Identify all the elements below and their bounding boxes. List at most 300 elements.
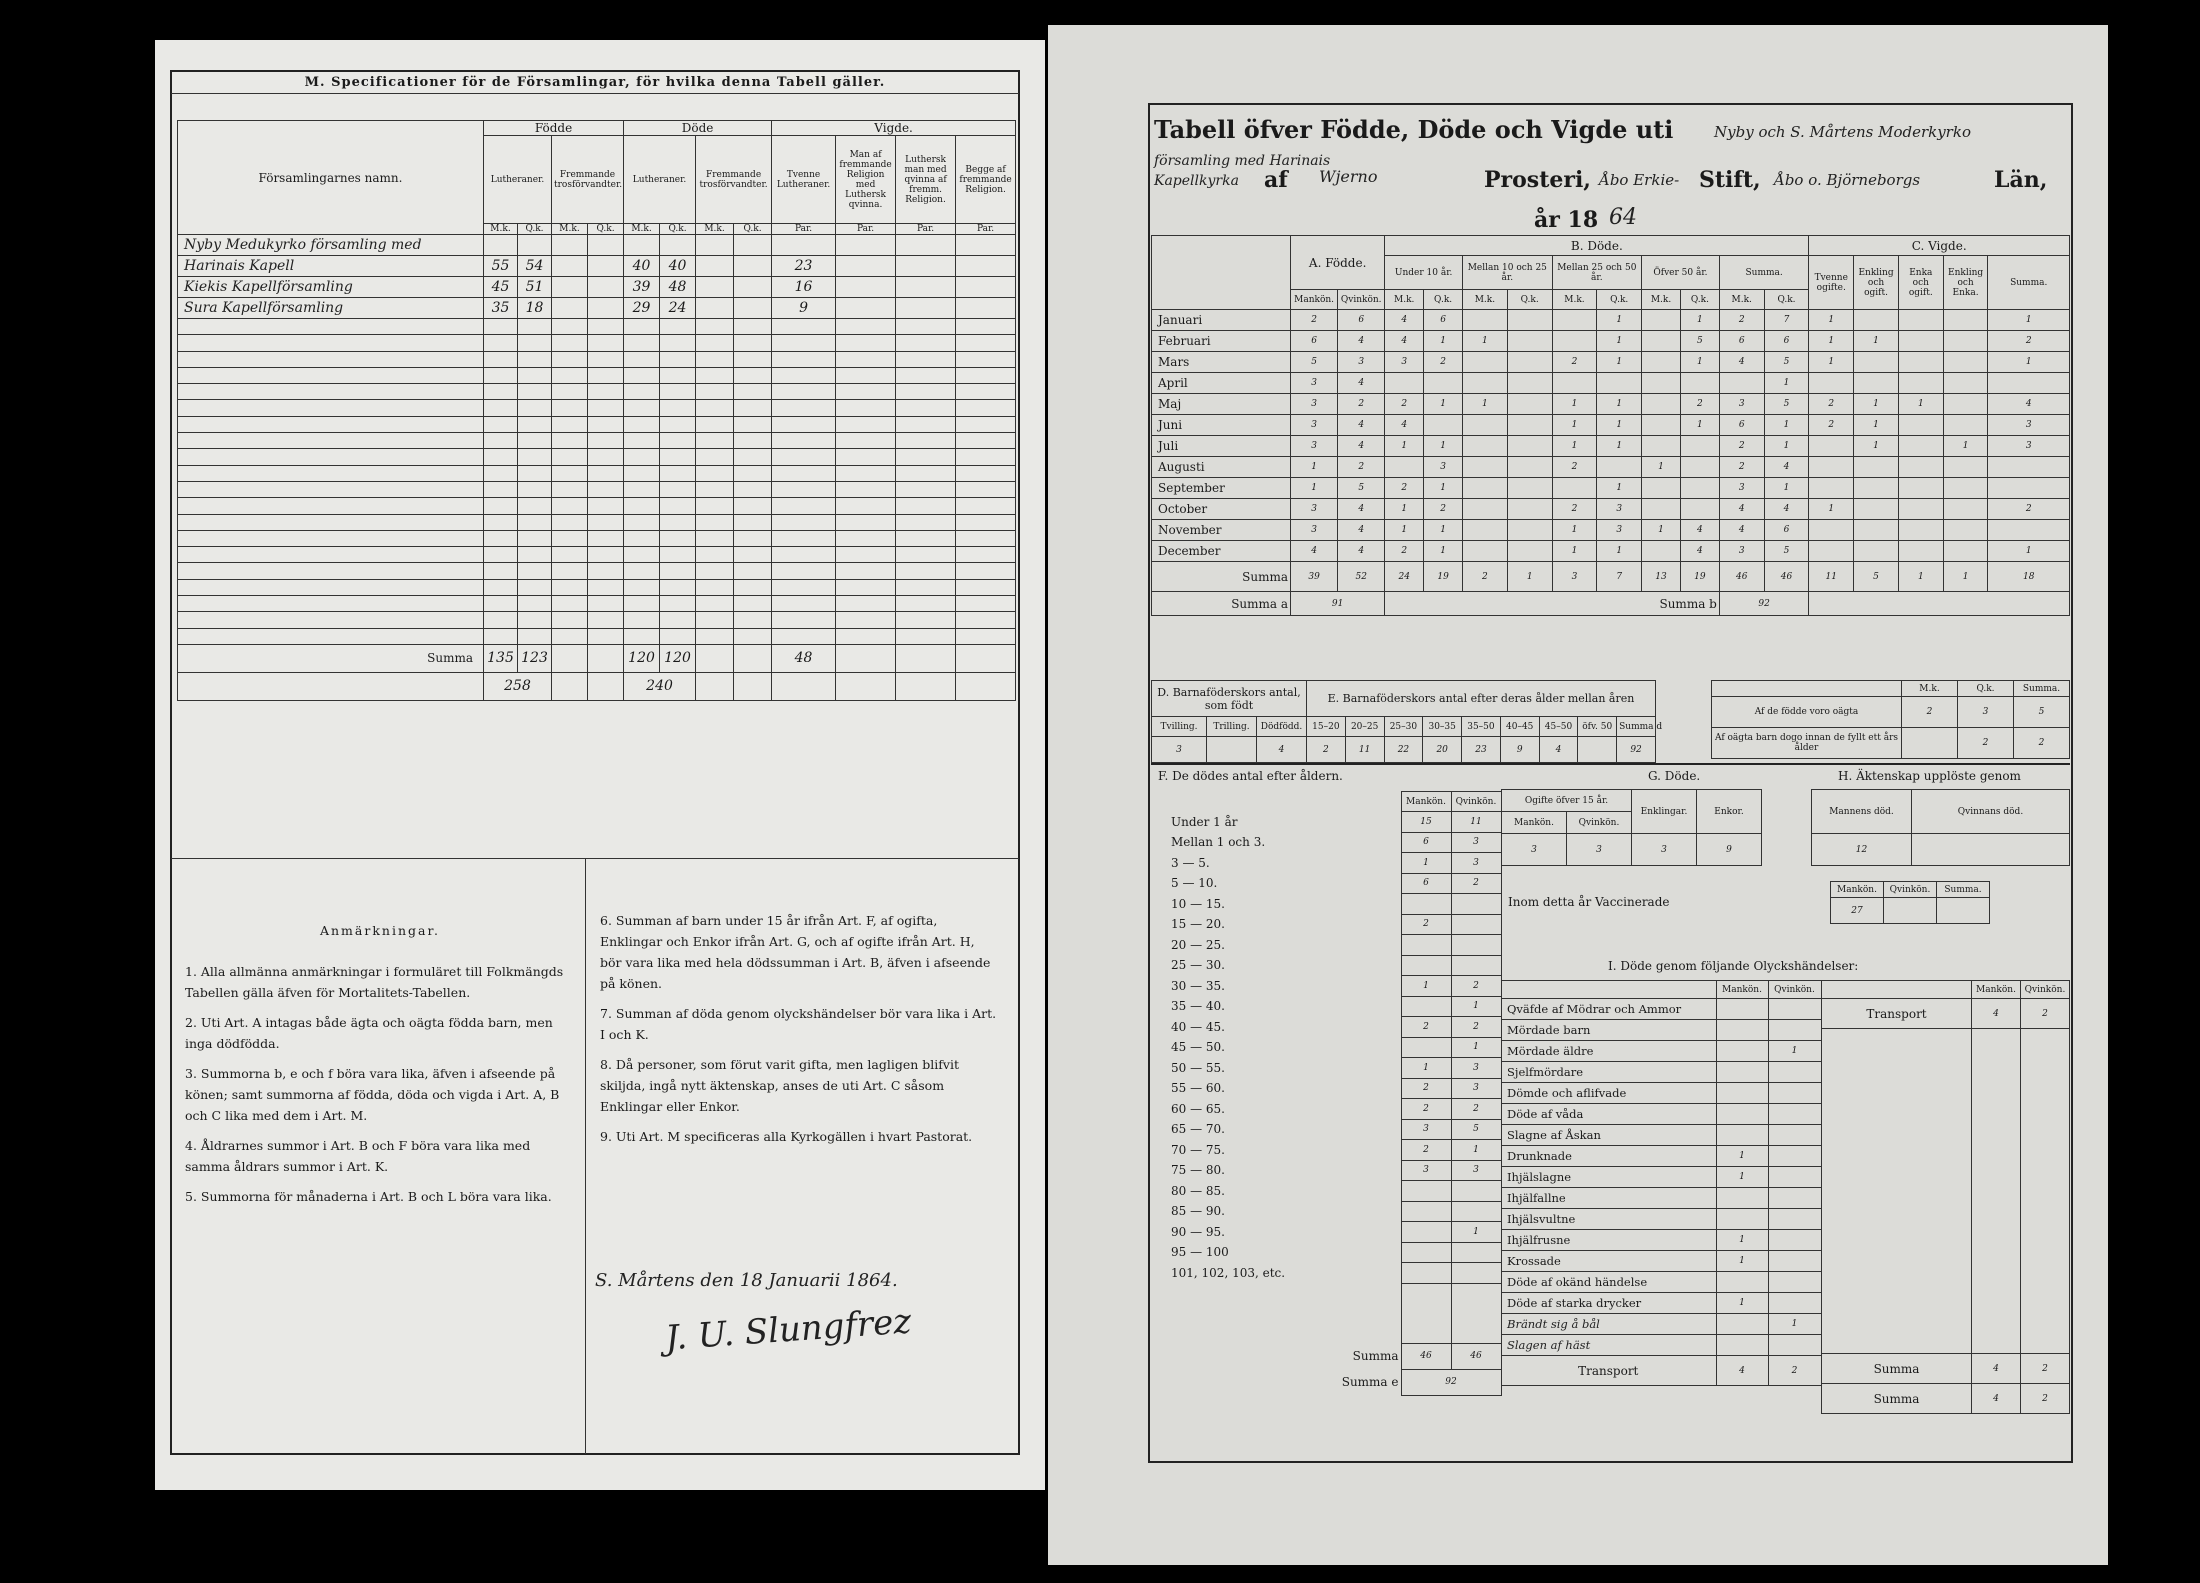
i-q bbox=[1768, 1167, 1821, 1188]
month-cell: 1 bbox=[1809, 331, 1854, 352]
month-cell bbox=[1680, 436, 1719, 457]
i-row bbox=[1501, 1293, 1821, 1314]
m-row-empty bbox=[178, 612, 1016, 628]
i-transport-m: 4 bbox=[1716, 1356, 1768, 1386]
i2-summa2-label: Summa bbox=[1822, 1384, 1972, 1414]
f-m: 3 bbox=[1401, 1119, 1451, 1140]
f-q bbox=[1451, 1181, 1501, 1202]
m-row-empty bbox=[178, 465, 1016, 481]
f-q bbox=[1451, 1242, 1501, 1263]
f-age: 5 — 10. bbox=[1171, 876, 1218, 891]
i-q bbox=[1768, 1146, 1821, 1167]
e-col: 30–35 bbox=[1423, 717, 1462, 737]
f-age: 90 — 95. bbox=[1171, 1224, 1225, 1239]
f-m bbox=[1401, 1242, 1451, 1263]
month-cell bbox=[1898, 541, 1943, 562]
hdr-mk: M.k. bbox=[1385, 290, 1424, 310]
month-cell: 5 bbox=[1764, 352, 1809, 373]
month-cell bbox=[1943, 520, 1988, 541]
month-cell: 2 bbox=[1385, 478, 1424, 499]
hdr-qk: Q.k. bbox=[1424, 290, 1463, 310]
month-cell bbox=[1809, 373, 1854, 394]
month-row bbox=[1152, 478, 2070, 499]
i-row bbox=[1501, 1125, 1821, 1146]
oagta-hdr-mk: M.k. bbox=[1902, 681, 1958, 697]
f-q: 1 bbox=[1451, 1140, 1501, 1161]
e-val: 92 bbox=[1617, 737, 1656, 763]
month-cell bbox=[1854, 373, 1899, 394]
hdr-mk: M.k. bbox=[552, 224, 588, 235]
vacc-table bbox=[1830, 881, 1990, 924]
hdr-enka-ogift: Enka och ogift. bbox=[1898, 256, 1943, 310]
hdr-qvinkon: Qvinkön. bbox=[1338, 290, 1385, 310]
month-cell: 4 bbox=[1338, 541, 1385, 562]
summa-cell: 52 bbox=[1338, 562, 1385, 592]
f-row bbox=[1151, 914, 1501, 935]
month-cell bbox=[1642, 541, 1681, 562]
month-cell bbox=[1719, 373, 1764, 394]
title-hw1: Nyby och S. Mårtens Moderkyrko bbox=[1714, 123, 1971, 141]
summa-cell: 7 bbox=[1597, 562, 1642, 592]
month-cell: 1 bbox=[1597, 415, 1642, 436]
i-label: Ihjälfallne bbox=[1501, 1188, 1716, 1209]
i-transport-q: 2 bbox=[1768, 1356, 1821, 1386]
m-cell-qk bbox=[518, 235, 552, 256]
month-cell bbox=[1642, 436, 1681, 457]
i-m bbox=[1716, 1062, 1768, 1083]
month-cell: 2 bbox=[1385, 541, 1424, 562]
vacc-hdr-q: Qvinkön. bbox=[1884, 882, 1937, 898]
summa-b-label: Summa b bbox=[1385, 592, 1720, 616]
col-dode: Döde bbox=[624, 121, 772, 136]
month-cell bbox=[1898, 310, 1943, 331]
month-row bbox=[1152, 541, 2070, 562]
title-block bbox=[1154, 115, 2069, 255]
remarks-divider bbox=[171, 858, 1019, 859]
month-cell bbox=[1809, 520, 1854, 541]
right-page bbox=[1048, 25, 2108, 1565]
month-cell: 4 bbox=[1338, 436, 1385, 457]
month-cell bbox=[1988, 520, 2070, 541]
month-cell: 4 bbox=[1719, 520, 1764, 541]
month-cell bbox=[1507, 373, 1552, 394]
f-row bbox=[1151, 955, 1501, 976]
m-row-empty bbox=[178, 579, 1016, 595]
hdr-par: Par. bbox=[836, 224, 896, 235]
f-age: 60 — 65. bbox=[1171, 1101, 1225, 1116]
i2-hdr-q: Qvinkön. bbox=[2021, 981, 2070, 999]
m-cell-dqk: 40 bbox=[660, 256, 696, 277]
summa-a-label: Summa a bbox=[1152, 592, 1291, 616]
de-table bbox=[1151, 680, 1711, 763]
i-transport-label: Transport bbox=[1501, 1356, 1716, 1386]
month-cell: 1 bbox=[1680, 310, 1719, 331]
month-cell bbox=[1507, 394, 1552, 415]
summa-cell: 1 bbox=[1943, 562, 1988, 592]
month-cell: 1 bbox=[1854, 394, 1899, 415]
month-cell: 1 bbox=[1809, 499, 1854, 520]
remark-item: 7. Summan af döda genom olyckshändelser bör vara lika i Art. I och K. bbox=[600, 1006, 997, 1042]
i-m bbox=[1716, 1104, 1768, 1125]
title-hw2: församling med Harinais bbox=[1154, 153, 1331, 169]
e-val: 4 bbox=[1539, 737, 1578, 763]
e-title: E. Barnaföderskors antal efter deras ålder mellan åren bbox=[1307, 681, 1656, 717]
e-col: Summa d bbox=[1617, 717, 1656, 737]
i-row bbox=[1501, 1209, 1821, 1230]
month-cell bbox=[1463, 520, 1508, 541]
month-cell bbox=[1943, 394, 1988, 415]
f-summa-m: 46 bbox=[1401, 1343, 1451, 1369]
i-row bbox=[1501, 1251, 1821, 1272]
month-cell bbox=[1463, 541, 1508, 562]
m-title: M. Specificationer för de Församlingar, för hvilka denna Tabell gäller. bbox=[171, 72, 1019, 94]
hdr-a: A. Födde. bbox=[1291, 236, 1385, 290]
oagta-hdr-qk: Q.k. bbox=[1958, 681, 2014, 697]
oagta-mk bbox=[1902, 728, 1958, 759]
f-row bbox=[1151, 976, 1501, 997]
f-age: 10 — 15. bbox=[1171, 896, 1225, 911]
f-q: 11 bbox=[1451, 812, 1501, 833]
col-begge: Begge af fremmande Religion. bbox=[956, 136, 1016, 224]
f-row bbox=[1151, 853, 1501, 874]
f-age: 50 — 55. bbox=[1171, 1060, 1225, 1075]
month-cell bbox=[1507, 436, 1552, 457]
hdr-qk: Q.k. bbox=[1680, 290, 1719, 310]
month-cell: 6 bbox=[1764, 331, 1809, 352]
month-cell: 1 bbox=[1597, 331, 1642, 352]
f-q: 3 bbox=[1451, 1078, 1501, 1099]
e-col: 40–45 bbox=[1500, 717, 1539, 737]
month-cell bbox=[1597, 457, 1642, 478]
prosteri-label: Prosteri, bbox=[1484, 167, 1591, 193]
col-fodde-frem: Fremmande trosförvandter. bbox=[552, 136, 624, 224]
hdr-qk: Q.k. bbox=[660, 224, 696, 235]
year-hw: 64 bbox=[1609, 205, 1637, 230]
i-hdr-q: Qvinkön. bbox=[1768, 981, 1821, 999]
g-title: G. Döde. bbox=[1648, 769, 1701, 783]
f-q bbox=[1451, 935, 1501, 956]
f-age: 30 — 35. bbox=[1171, 978, 1225, 993]
month-cell: 4 bbox=[1764, 457, 1809, 478]
month-cell bbox=[1943, 499, 1988, 520]
i-label: Qväfde af Mödrar och Ammor bbox=[1501, 999, 1716, 1020]
month-cell bbox=[1463, 457, 1508, 478]
hdr-mk: M.k. bbox=[624, 224, 660, 235]
hdr-mk: M.k. bbox=[1463, 290, 1508, 310]
month-label: Januari bbox=[1152, 310, 1291, 331]
i-label: Mördade barn bbox=[1501, 1020, 1716, 1041]
i-m: 1 bbox=[1716, 1146, 1768, 1167]
month-cell bbox=[1597, 373, 1642, 394]
d-val bbox=[1207, 737, 1257, 763]
m-summa-par: 48 bbox=[772, 644, 836, 672]
month-cell: 2 bbox=[1552, 457, 1597, 478]
f-m: 2 bbox=[1401, 1140, 1451, 1161]
e-col: 20–25 bbox=[1345, 717, 1384, 737]
f-age: 80 — 85. bbox=[1171, 1183, 1225, 1198]
i-m bbox=[1716, 1083, 1768, 1104]
i-row bbox=[1501, 999, 1821, 1020]
f-age: 55 — 60. bbox=[1171, 1081, 1225, 1096]
m-cell-dmk: 39 bbox=[624, 277, 660, 298]
d-val: 4 bbox=[1257, 737, 1307, 763]
f-age: 101, 102, 103, etc. bbox=[1171, 1265, 1286, 1280]
month-cell bbox=[1898, 436, 1943, 457]
f-age: 35 — 40. bbox=[1171, 999, 1225, 1014]
month-cell: 2 bbox=[1988, 499, 2070, 520]
m-row-empty bbox=[178, 530, 1016, 546]
i-label: Döde af starka drycker bbox=[1501, 1293, 1716, 1314]
vacc-label: Inom detta år Vaccinerade bbox=[1508, 895, 1670, 909]
remark-item: 8. Då personer, som förut varit gifta, men lagligen blifvit skiljda, ingå nytt äktenskap, anses de uti Art. C såsom Enklingar eller Enkor. bbox=[600, 1057, 959, 1114]
m-cell-dmk bbox=[624, 235, 660, 256]
month-cell bbox=[1552, 331, 1597, 352]
month-cell: 1 bbox=[1680, 352, 1719, 373]
month-cell bbox=[1898, 499, 1943, 520]
month-cell: 4 bbox=[1338, 499, 1385, 520]
hdr-mk: M.k. bbox=[696, 224, 734, 235]
i-row bbox=[1501, 1335, 1821, 1356]
month-cell bbox=[1463, 415, 1508, 436]
i-label: Drunknade bbox=[1501, 1146, 1716, 1167]
col-fodde-luth: Lutheraner. bbox=[484, 136, 552, 224]
month-cell bbox=[1680, 499, 1719, 520]
month-cell: 4 bbox=[1338, 415, 1385, 436]
month-cell bbox=[1424, 373, 1463, 394]
summa-cell: 46 bbox=[1764, 562, 1809, 592]
month-cell: 4 bbox=[1988, 394, 2070, 415]
month-cell bbox=[1943, 310, 1988, 331]
anm-title: Anmärkningar. bbox=[319, 923, 441, 938]
remarks-col-divider bbox=[585, 858, 586, 1454]
f-row bbox=[1151, 1160, 1501, 1181]
m-row-empty bbox=[178, 367, 1016, 383]
f-q bbox=[1451, 914, 1501, 935]
month-cell: 5 bbox=[1291, 352, 1338, 373]
f-q bbox=[1451, 894, 1501, 915]
f-q: 3 bbox=[1451, 1058, 1501, 1079]
m-cell-par bbox=[772, 235, 836, 256]
f-row bbox=[1151, 873, 1501, 894]
month-label: Februari bbox=[1152, 331, 1291, 352]
stift-hw: Åbo Erkie- bbox=[1599, 171, 1680, 189]
m-total-fodde: 258 bbox=[484, 672, 552, 700]
hdr-tvenne: Tvenne ogifte. bbox=[1809, 256, 1854, 310]
month-cell: 3 bbox=[1291, 520, 1338, 541]
m-cell-par: 9 bbox=[772, 298, 836, 319]
month-cell bbox=[1854, 499, 1899, 520]
month-cell bbox=[1642, 394, 1681, 415]
f-age: 15 — 20. bbox=[1171, 917, 1225, 932]
i-row bbox=[1501, 1083, 1821, 1104]
i-label: Ihjälslagne bbox=[1501, 1167, 1716, 1188]
month-cell: 1 bbox=[1943, 436, 1988, 457]
e-val: 11 bbox=[1345, 737, 1384, 763]
col-fodde: Födde bbox=[484, 121, 624, 136]
oagta-table bbox=[1711, 680, 2070, 759]
m-cell-mk bbox=[484, 235, 518, 256]
month-cell bbox=[1854, 310, 1899, 331]
f-m bbox=[1401, 996, 1451, 1017]
f-m bbox=[1401, 894, 1451, 915]
month-cell: 5 bbox=[1338, 478, 1385, 499]
month-cell bbox=[1988, 478, 2070, 499]
month-cell bbox=[1463, 436, 1508, 457]
i-m bbox=[1716, 1041, 1768, 1062]
month-cell: 3 bbox=[1719, 394, 1764, 415]
m-cell-dqk: 48 bbox=[660, 277, 696, 298]
i-m bbox=[1716, 1272, 1768, 1293]
month-cell: 1 bbox=[1385, 436, 1424, 457]
month-cell: 1 bbox=[1291, 478, 1338, 499]
oagta-qk: 3 bbox=[1958, 697, 2014, 728]
month-cell: 1 bbox=[1854, 436, 1899, 457]
summa-a: 91 bbox=[1291, 592, 1385, 616]
month-cell: 2 bbox=[1809, 394, 1854, 415]
month-cell: 4 bbox=[1291, 541, 1338, 562]
i-m bbox=[1716, 1188, 1768, 1209]
f-row bbox=[1151, 1263, 1501, 1284]
i-q bbox=[1768, 1335, 1821, 1356]
vacc-hdr-s: Summa. bbox=[1937, 882, 1990, 898]
hdr-u10: Under 10 år. bbox=[1385, 256, 1463, 290]
f-q: 1 bbox=[1451, 1222, 1501, 1243]
month-cell: 1 bbox=[1385, 499, 1424, 520]
month-cell bbox=[1385, 457, 1424, 478]
m-cell-par: 16 bbox=[772, 277, 836, 298]
remark-item: 2. Uti Art. A intagas både ägta och oägta födda barn, men inga dödfödda. bbox=[185, 1015, 553, 1051]
f-age: 20 — 25. bbox=[1171, 937, 1225, 952]
i-q bbox=[1768, 1020, 1821, 1041]
month-cell: 4 bbox=[1385, 331, 1424, 352]
month-cell bbox=[1507, 352, 1552, 373]
f-age: 65 — 70. bbox=[1171, 1122, 1225, 1137]
f-row bbox=[1151, 1201, 1501, 1222]
f-table bbox=[1151, 791, 1502, 1396]
g-val-m: 3 bbox=[1502, 834, 1567, 866]
hdr-c: C. Vigde. bbox=[1809, 236, 2070, 256]
month-cell: 1 bbox=[1988, 310, 2070, 331]
i-m bbox=[1716, 1209, 1768, 1230]
month-cell: 1 bbox=[1424, 394, 1463, 415]
d-val: 3 bbox=[1152, 737, 1207, 763]
month-cell: 2 bbox=[1338, 457, 1385, 478]
month-cell bbox=[1988, 457, 2070, 478]
month-cell: 3 bbox=[1385, 352, 1424, 373]
month-row bbox=[1152, 331, 2070, 352]
remark-item: 1. Alla allmänna anmärkningar i formuläret till Folkmängds Tabellen gälla äfven för Mortalitets-Tabellen. bbox=[185, 964, 564, 1000]
month-cell: 4 bbox=[1719, 352, 1764, 373]
m-row-empty bbox=[178, 400, 1016, 416]
oagta-qk: 2 bbox=[1958, 728, 2014, 759]
month-label: October bbox=[1152, 499, 1291, 520]
m-cell-mk: 55 bbox=[484, 256, 518, 277]
f-row bbox=[1151, 812, 1501, 833]
i2-summa-m: 4 bbox=[1972, 1354, 2021, 1384]
f-age: 75 — 80. bbox=[1171, 1163, 1225, 1178]
month-cell bbox=[1943, 331, 1988, 352]
m-row-empty bbox=[178, 384, 1016, 400]
i-row bbox=[1501, 1272, 1821, 1293]
i-q: 1 bbox=[1768, 1314, 1821, 1335]
month-cell: 3 bbox=[1291, 394, 1338, 415]
month-cell: 1 bbox=[1385, 520, 1424, 541]
month-cell bbox=[1898, 415, 1943, 436]
hdr-qk: Q.k. bbox=[734, 224, 772, 235]
month-cell bbox=[1463, 310, 1508, 331]
i-table bbox=[1501, 980, 1822, 1386]
month-cell: 2 bbox=[1552, 352, 1597, 373]
month-row bbox=[1152, 352, 2070, 373]
hdr-qk: Q.k. bbox=[1507, 290, 1552, 310]
month-cell: 7 bbox=[1764, 310, 1809, 331]
col-man-af: Man af fremmande Religion med Luthersk qvinna. bbox=[836, 136, 896, 224]
f-summa-e-label: Summa e bbox=[1341, 1375, 1399, 1389]
hdr-m1025: Mellan 10 och 25 år. bbox=[1463, 256, 1553, 290]
lan-label: Län, bbox=[1994, 167, 2048, 193]
month-cell: 1 bbox=[1764, 478, 1809, 499]
hdr-mk: M.k. bbox=[1552, 290, 1597, 310]
i-m bbox=[1716, 1125, 1768, 1146]
d-col: Tvilling. bbox=[1152, 717, 1207, 737]
col-dode-frem: Fremmande trosförvandter. bbox=[696, 136, 772, 224]
i2-summa-q: 2 bbox=[2021, 1354, 2070, 1384]
month-cell: 4 bbox=[1680, 541, 1719, 562]
i-q bbox=[1768, 1104, 1821, 1125]
h-val-qvinnans bbox=[1912, 834, 2070, 866]
i2-hdr-m: Mankön. bbox=[1972, 981, 2021, 999]
month-cell: 1 bbox=[1552, 541, 1597, 562]
month-cell: 1 bbox=[1764, 436, 1809, 457]
e-val: 23 bbox=[1462, 737, 1501, 763]
month-cell: 3 bbox=[1338, 352, 1385, 373]
f-q: 5 bbox=[1451, 1119, 1501, 1140]
summa-cell: 1 bbox=[1507, 562, 1552, 592]
i-m: 1 bbox=[1716, 1293, 1768, 1314]
month-cell: 5 bbox=[1764, 541, 1809, 562]
summa-b: 92 bbox=[1719, 592, 1809, 616]
month-cell: 1 bbox=[1424, 331, 1463, 352]
m-row-empty bbox=[178, 563, 1016, 579]
month-cell: 1 bbox=[1764, 415, 1809, 436]
i-q bbox=[1768, 1188, 1821, 1209]
i-m: 1 bbox=[1716, 1251, 1768, 1272]
summa-cell: 13 bbox=[1642, 562, 1681, 592]
e-col: 15–20 bbox=[1307, 717, 1346, 737]
i-label: Slagen af häst bbox=[1501, 1335, 1716, 1356]
i-q bbox=[1768, 1230, 1821, 1251]
i-m bbox=[1716, 1335, 1768, 1356]
month-cell bbox=[1854, 478, 1899, 499]
m-cell-qk: 54 bbox=[518, 256, 552, 277]
hdr-enkl-ogift: Enkling och ogift. bbox=[1854, 256, 1899, 310]
m-total-dode: 240 bbox=[624, 672, 696, 700]
month-cell bbox=[1507, 541, 1552, 562]
f-q: 2 bbox=[1451, 873, 1501, 894]
af-label: af bbox=[1264, 167, 1288, 193]
hdr-par: Par. bbox=[956, 224, 1016, 235]
hdr-b: B. Döde. bbox=[1385, 236, 1809, 256]
month-label: Maj bbox=[1152, 394, 1291, 415]
e-val: 22 bbox=[1384, 737, 1423, 763]
month-cell: 1 bbox=[1424, 436, 1463, 457]
title-hw3: Kapellkyrka bbox=[1154, 173, 1239, 189]
remark-item: 5. Summorna för månaderna i Art. B och L böra vara lika. bbox=[185, 1189, 552, 1204]
month-cell bbox=[1898, 331, 1943, 352]
f-q: 3 bbox=[1451, 853, 1501, 874]
i2-transport-m: 4 bbox=[1972, 999, 2021, 1029]
month-cell: 1 bbox=[1552, 415, 1597, 436]
